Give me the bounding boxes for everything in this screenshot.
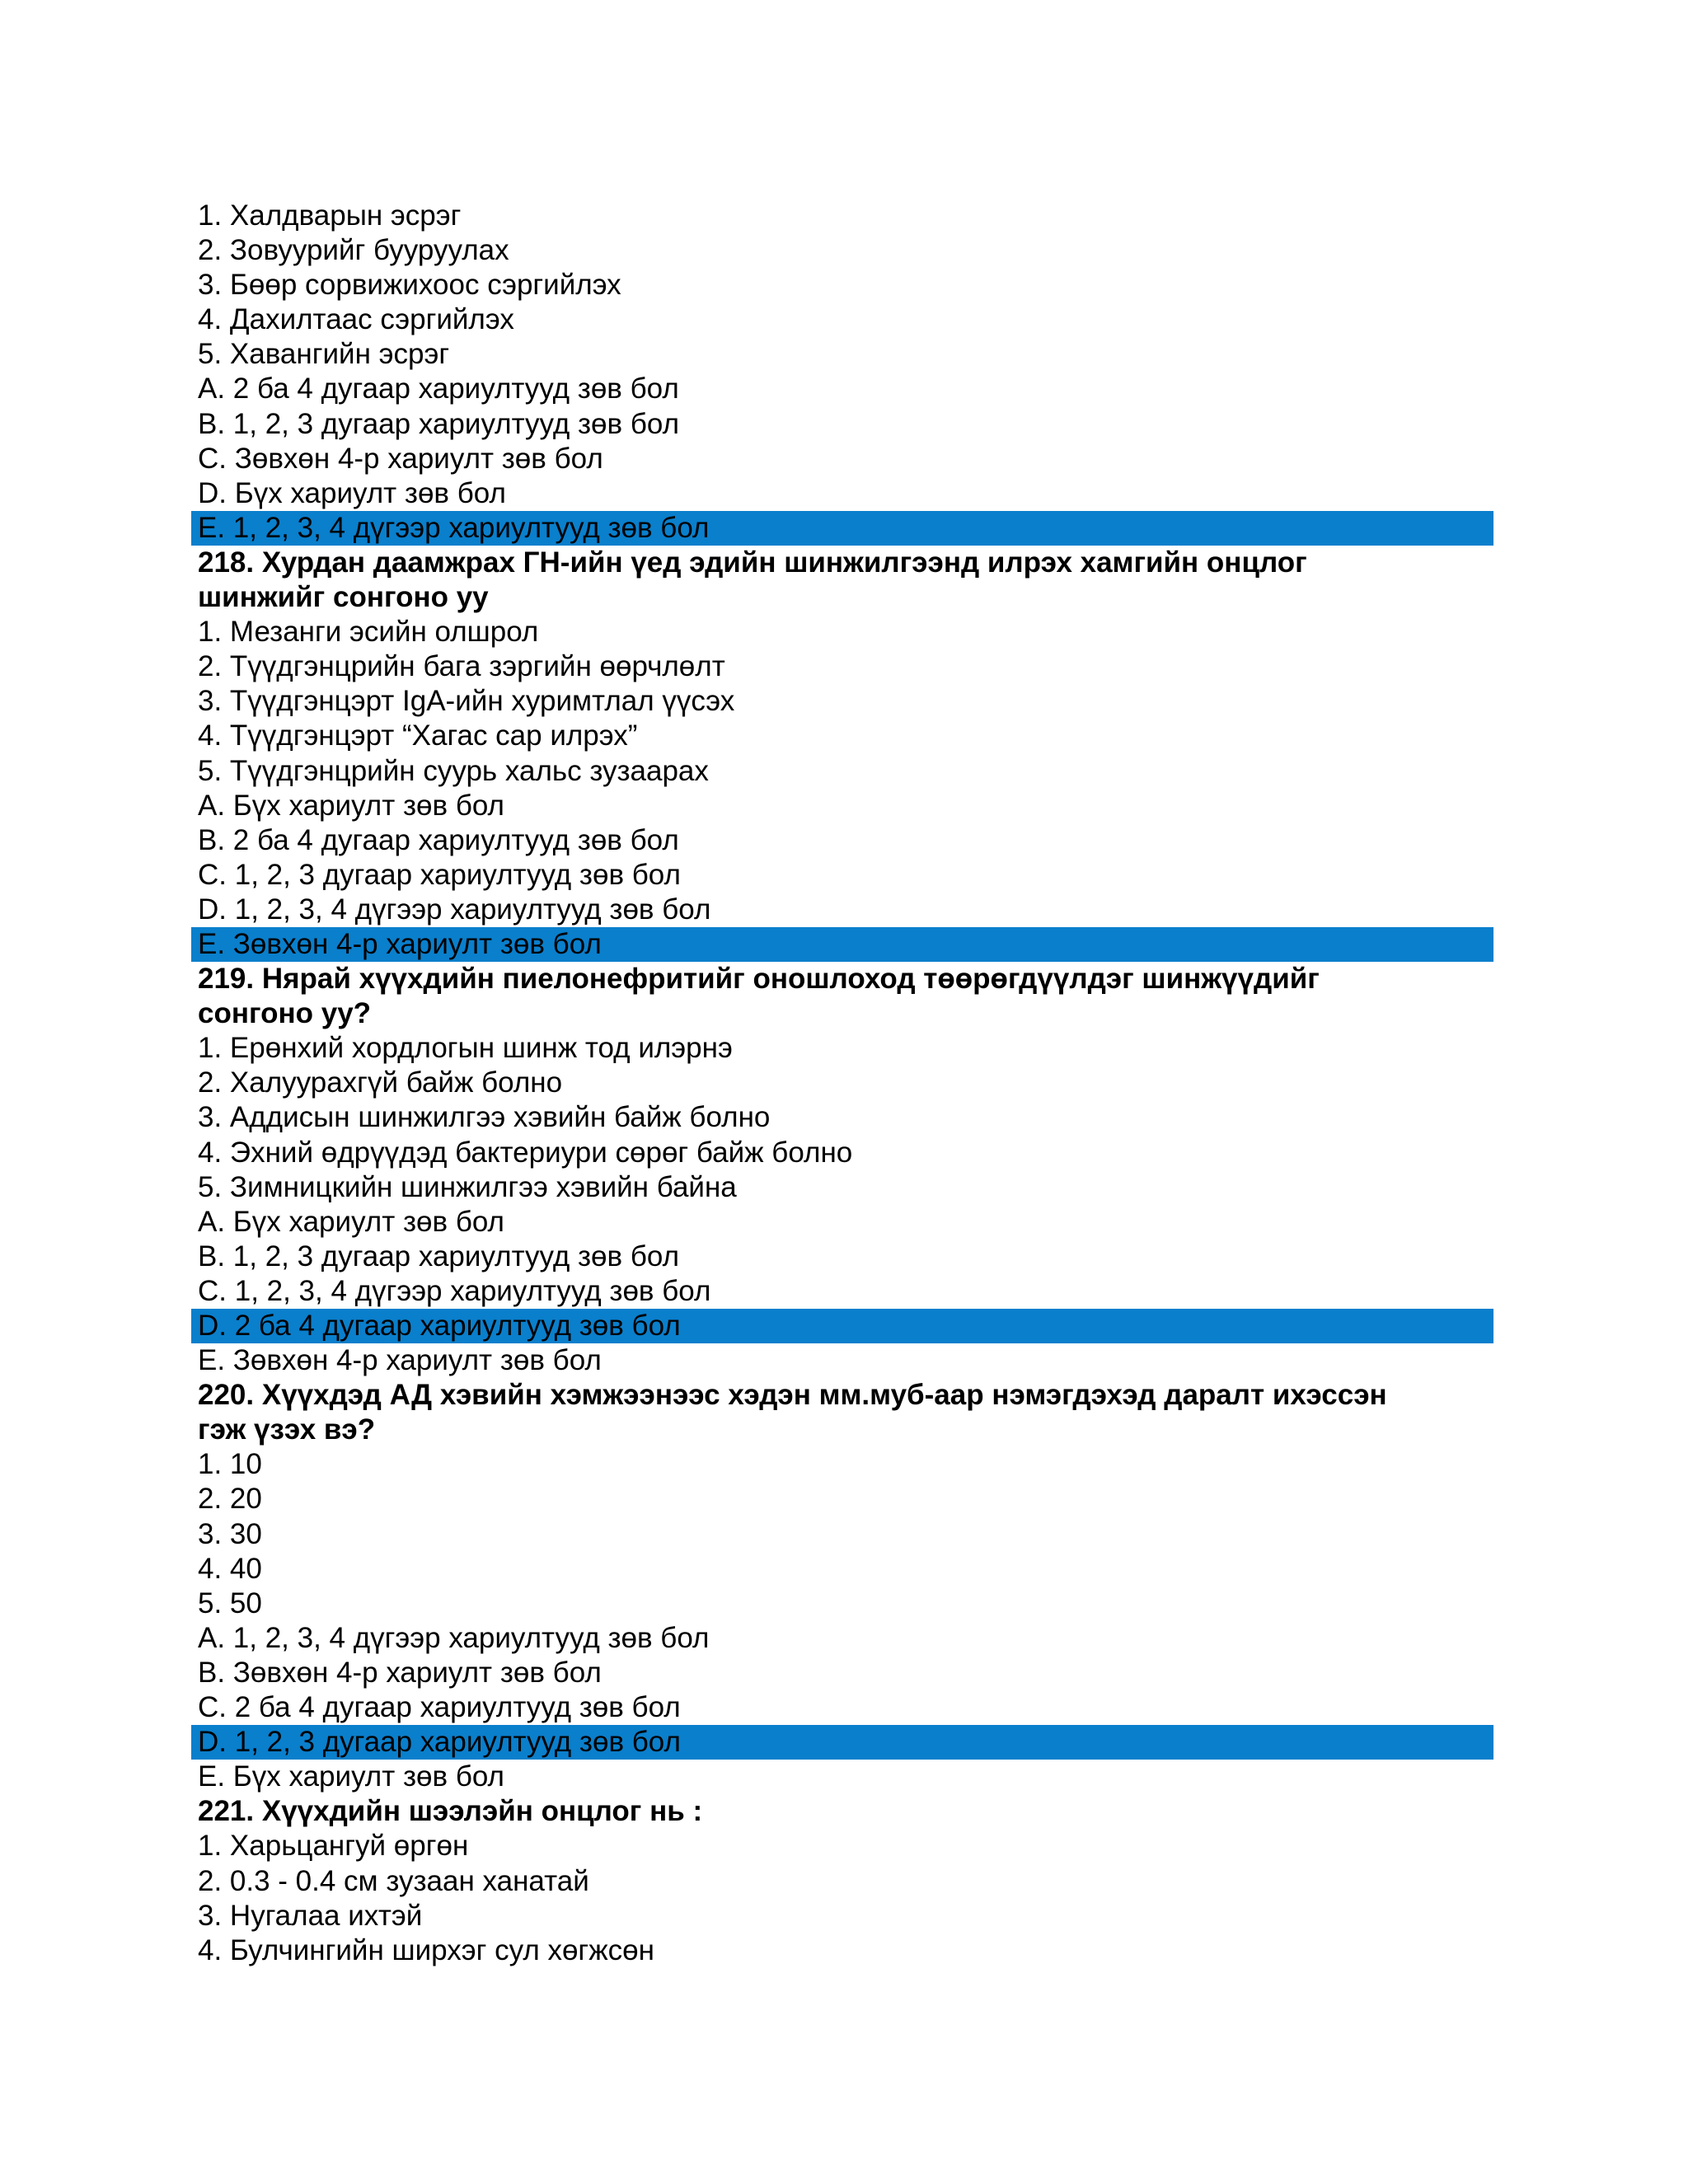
answer-option: B. Зөвхөн 4-р хариулт зөв бол <box>198 1656 602 1689</box>
list-item: 1. Ерөнхий хордлогын шинж тод илэрнэ <box>198 1032 733 1065</box>
question-text: 220. Хүүхдэд АД хэвийн хэмжээнээс хэдэн мм.муб-аар нэмэгдэхэд даралт ихэссэн <box>198 1379 1387 1412</box>
list-item: 5. 50 <box>198 1586 262 1619</box>
answer-option: A. 1, 2, 3, 4 дүгээр хариултууд зөв бол <box>198 1621 710 1654</box>
list-item: 2. 0.3 - 0.4 см зузаан ханатай <box>198 1864 589 1897</box>
list-item: 4. 40 <box>198 1552 262 1585</box>
list-item: 5. Хавангийн эсрэг <box>198 338 450 371</box>
list-item: 1. Халдварын эсрэг <box>198 199 462 232</box>
answer-option: A. Бүх хариулт зөв бол <box>198 1205 504 1238</box>
list-item: 2. 20 <box>198 1483 262 1516</box>
highlighted-answer: E. 1, 2, 3, 4 дүгээр хариултууд зөв бол <box>191 511 1493 546</box>
list-item: 1. Харьцангуй өргөн <box>198 1830 469 1863</box>
question-text: шинжийг сонгоно уу <box>198 581 489 614</box>
answer-option: C. Зөвхөн 4-р хариулт зөв бол <box>198 442 603 475</box>
answer-option: A. Бүх хариулт зөв бол <box>198 789 504 822</box>
answer-option: B. 2 ба 4 дугаар хариултууд зөв бол <box>198 823 679 856</box>
document-page <box>191 199 1493 1968</box>
list-item: 1. 10 <box>198 1448 262 1481</box>
list-item: 4. Булчингийн ширхэг сул хөгжсөн <box>198 1933 654 1966</box>
list-item: 3. Түүдгэнцэрт IgA-ийн хуримтлал үүсэх <box>198 685 735 718</box>
answer-option: B. 1, 2, 3 дугаар хариултууд зөв бол <box>198 407 679 440</box>
answer-option: B. 1, 2, 3 дугаар хариултууд зөв бол <box>198 1240 679 1272</box>
list-item: 3. Бөөр сорвижихоос сэргийлэх <box>198 269 621 302</box>
answer-option: A. 2 ба 4 дугаар хариултууд зөв бол <box>198 373 679 405</box>
list-item: 2. Түүдгэнцрийн бага зэргийн өөрчлөлт <box>198 650 725 683</box>
answer-option: D. 1, 2, 3, 4 дүгээр хариултууд зөв бол <box>198 893 711 926</box>
answer-option: C. 1, 2, 3, 4 дүгээр хариултууд зөв бол <box>198 1274 711 1307</box>
question-text: сонгоно уу? <box>198 997 372 1030</box>
question-text: 219. Нярай хүүхдийн пиелонефритийг оношлоход төөрөгдүүлдэг шинжүүдийг <box>198 963 1320 996</box>
list-item: 3. 30 <box>198 1517 262 1550</box>
list-item: 5. Түүдгэнцрийн суурь хальс зузаарах <box>198 754 709 787</box>
list-item: 3. Нугалаа ихтэй <box>198 1899 423 1932</box>
answer-option: D. Бүх хариулт зөв бол <box>198 476 506 509</box>
question-text: 221. Хүүхдийн шээлэйн онцлог нь : <box>198 1795 703 1828</box>
list-item: 3. Аддисын шинжилгээ хэвийн байж болно <box>198 1101 771 1134</box>
list-item: 4. Дахилтаас сэргийлэх <box>198 303 514 336</box>
list-item: 4. Түүдгэнцэрт “Хагас сар илрэх” <box>198 719 638 752</box>
list-item: 1. Мезанги эсийн олшрол <box>198 616 539 649</box>
highlighted-answer: E. Зөвхөн 4-р хариулт зөв бол <box>191 927 1493 962</box>
list-item: 2. Зовуурийг бууруулах <box>198 234 509 267</box>
question-text: 218. Хурдан даамжрах ГН-ийн үед эдийн шинжилгээнд илрэх хамгийн онцлог <box>198 546 1307 579</box>
question-text: гэж үзэх вэ? <box>198 1413 376 1446</box>
highlighted-answer: D. 1, 2, 3 дугаар хариултууд зөв бол <box>191 1725 1493 1760</box>
answer-option: E. Зөвхөн 4-р хариулт зөв бол <box>198 1344 602 1377</box>
list-item: 2. Халуурахгүй байж болно <box>198 1066 563 1099</box>
list-item: 5. Зимницкийн шинжилгээ хэвийн байна <box>198 1170 737 1203</box>
answer-option: C. 2 ба 4 дугаар хариултууд зөв бол <box>198 1691 681 1724</box>
highlighted-answer: D. 2 ба 4 дугаар хариултууд зөв бол <box>191 1309 1493 1343</box>
list-item: 4. Эхний өдрүүдэд бактериури сөрөг байж болно <box>198 1136 853 1169</box>
answer-option: E. Бүх хариулт зөв бол <box>198 1760 504 1793</box>
answer-option: C. 1, 2, 3 дугаар хариултууд зөв бол <box>198 858 681 891</box>
